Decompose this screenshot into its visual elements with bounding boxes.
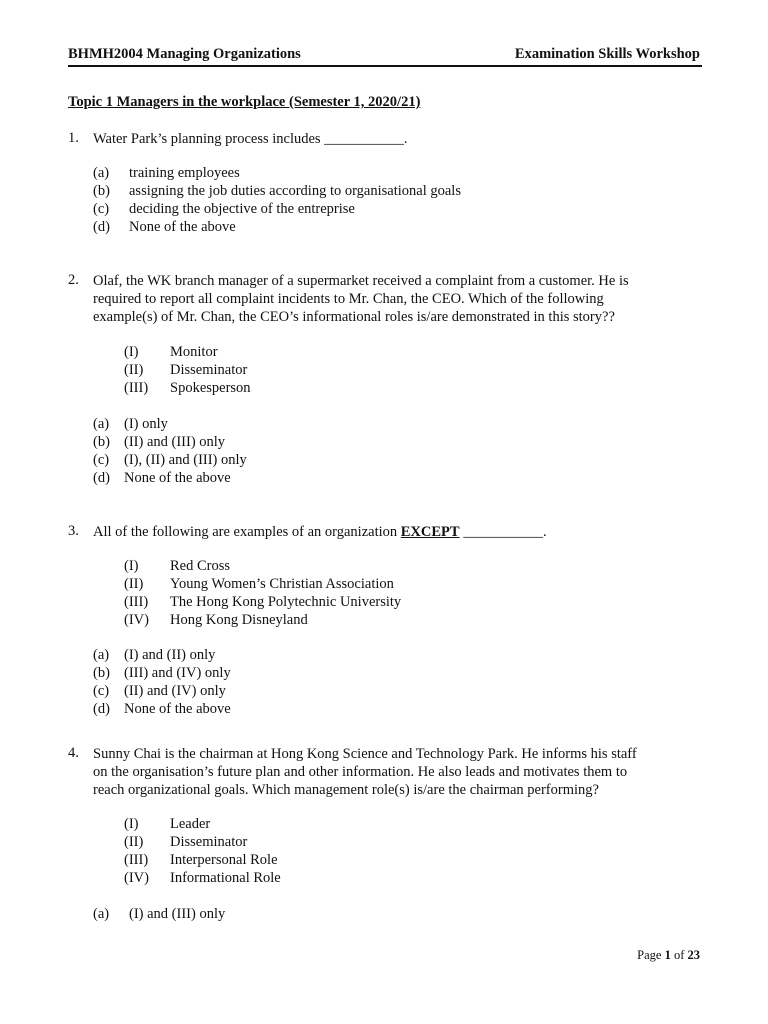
item-text: Young Women’s Christian Association [170,576,394,592]
option-label: (c) [93,683,110,699]
option-text: assigning the job duties according to organisational goals [129,183,461,199]
option-text: None of the above [124,701,231,717]
item-label: (II) [124,362,144,378]
option-text: deciding the objective of the entreprise [129,201,355,217]
question-text-line: on the organisation’s future plan and other information. He also leads and motivates them to [93,764,628,780]
option-text: (II) and (III) only [124,434,226,450]
option-label: (b) [93,183,110,199]
option-text: None of the above [124,470,231,486]
question-text: Water Park’s planning process includes ___________. [93,131,408,147]
item-text: The Hong Kong Polytechnic University [170,594,402,610]
course-title: BHMH2004 Managing Organizations [68,46,301,62]
option-label: (b) [93,434,110,450]
item-text: Monitor [170,344,218,360]
item-text: Leader [170,816,211,832]
item-label: (III) [124,380,149,396]
question-text-start: All of the following are examples of an organization [93,524,401,540]
option-text: (III) and (IV) only [124,665,231,681]
item-label: (II) [124,834,144,850]
item-label: (IV) [124,612,149,628]
item-text: Red Cross [170,558,231,574]
option-text: (II) and (IV) only [124,683,226,699]
option-label: (d) [93,219,110,235]
option-text: (I) and (III) only [129,906,226,922]
option-label: (c) [93,452,110,468]
total-pages: 23 [687,948,700,962]
option-text: (I), (II) and (III) only [124,452,247,468]
current-page: 1 [664,948,671,962]
question-text-line: required to report all complaint incidents to Mr. Chan, the CEO. Which of the following [93,291,604,307]
option-label: (a) [93,416,110,432]
page-header [68,46,700,66]
item-label: (II) [124,576,144,592]
item-text: Disseminator [170,834,248,850]
page-number [637,948,700,963]
option-label: (c) [93,201,110,217]
of-word: of [670,948,688,962]
question-text-line: example(s) of Mr. Chan, the CEO’s informational roles is/are demonstrated in this story?? [93,309,615,325]
option-label: (d) [93,701,110,717]
question-number: 4. [68,745,79,761]
option-label: (a) [93,906,110,922]
item-text: Hong Kong Disneyland [170,612,308,628]
option-label: (a) [93,165,110,181]
question-number: 3. [68,523,79,539]
emphasis-except: EXCEPT [400,524,460,540]
item-label: (I) [124,816,139,832]
item-label: (III) [124,852,149,868]
item-text: Informational Role [170,870,281,886]
workshop-title: Examination Skills Workshop [514,46,700,62]
header-divider [68,65,702,67]
item-label: (I) [124,344,139,360]
question-text [93,523,547,541]
question-number: 2. [68,272,79,288]
option-text: training employees [129,165,240,181]
option-text: (I) only [124,416,168,432]
item-text: Spokesperson [170,380,251,396]
question-number: 1. [68,130,79,146]
item-label: (III) [124,594,149,610]
item-label: (IV) [124,870,149,886]
page-word: Page [637,948,665,962]
item-text: Disseminator [170,362,248,378]
option-label: (b) [93,665,110,681]
question-text-line: reach organizational goals. Which management role(s) is/are the chairman performing? [93,782,599,798]
option-label: (d) [93,470,110,486]
option-text: (I) and (II) only [124,647,216,663]
item-text: Interpersonal Role [170,852,278,868]
question-text-line: Olaf, the WK branch manager of a supermarket received a complaint from a customer. He is [93,273,629,289]
option-label: (a) [93,647,110,663]
question-text-end: ___________. [459,524,547,540]
question-text-line: Sunny Chai is the chairman at Hong Kong Science and Technology Park. He informs his staff [93,746,637,762]
topic-heading: Topic 1 Managers in the workplace (Semester 1, 2020/21) [68,94,421,110]
option-text: None of the above [129,219,236,235]
item-label: (I) [124,558,139,574]
